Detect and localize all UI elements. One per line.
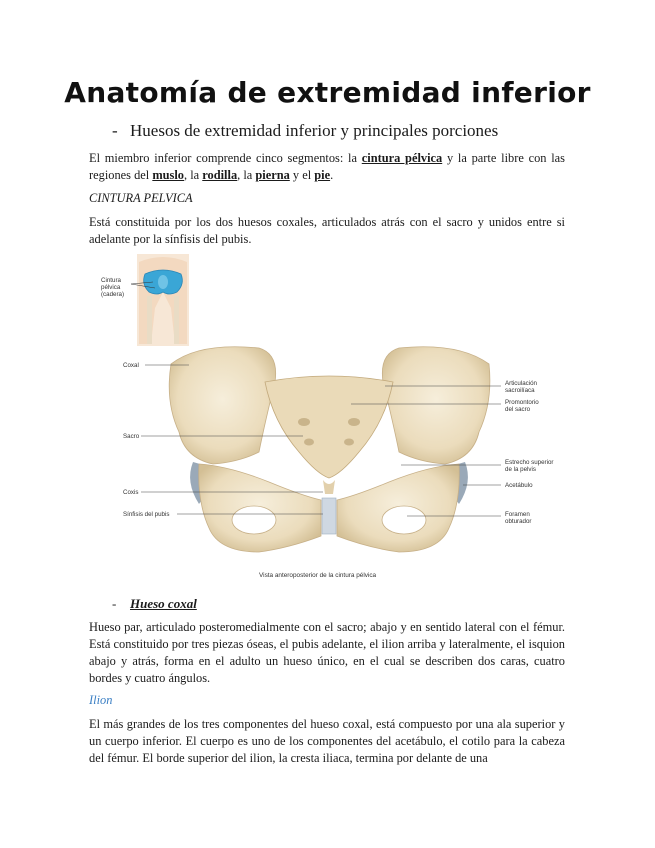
term-pie: pie [314,168,331,182]
section-label: CINTURA PELVICA [89,191,193,205]
label-coxis: Coxis [123,489,139,496]
pelvis-paragraph: Está constituida por los dos huesos coxales, articulados atrás con el sacro y unidos entre si adelante por la sínfisis del pubis. [89,215,565,246]
term-muslo: muslo [152,168,184,182]
label-sinfisis: Sínfisis del pubis [123,511,170,518]
intro-text: y el [289,168,315,182]
label-promontorio-2: del sacro [505,406,531,413]
subheading [112,120,498,142]
label-promontorio-1: Promontorio [505,399,539,406]
subheading-text: Huesos de extremidad inferior y principales porciones [130,121,499,140]
term-rodilla: rodilla [202,168,238,182]
intro-text: El miembro inferior comprende cinco segmentos: la [89,151,362,165]
term-pierna: pierna [255,168,290,182]
label-estrecho-1: Estrecho superior [505,459,554,466]
intro-text: , la [237,168,256,182]
label-articulacion-2: sacroilíaca [505,387,535,394]
hueso-coxal-heading: Hueso coxal [130,596,197,611]
ilion-heading: Ilion [89,693,113,707]
inset-label-1: Cintura [101,277,121,284]
label-estrecho-2: de la pelvis [505,466,536,473]
figure-caption: Vista anteroposterior de la cintura pélvica [259,572,377,579]
coxal-paragraph: Hueso par, articulado posteromedialmente con el sacro; abajo y en sentido lateral con el fémur. Está constituido por tres piezas óseas, el pubis adelante, el ilion arriba y lateralmente, el isquion abajo y atrás, forma en el adulto un hueso único, en el cual se describen dos caras, cuatro bordes y cuatro ángulos. [89,620,565,685]
pelvis-bones [169,347,490,552]
page-title: Anatomía de extremidad inferior [64,76,591,109]
intro-text: , la [184,168,203,182]
bullet-hueso-coxal [112,595,197,612]
label-sacro: Sacro [123,433,140,440]
bullet-dash: - [112,596,117,611]
inset-figure [131,254,189,346]
label-foramen-2: obturador [505,518,532,525]
label-articulacion-1: Articulación [505,380,537,387]
ilion-paragraph: El más grandes de los tres componentes del hueso coxal, está compuesto por una ala superior y un cuerpo inferior. El cuerpo es uno de los componentes del acetábulo, el cotilo para la cabeza del fémur. El borde superior del ilion, la cresta iliaca, termina por delante de una [89,717,565,765]
subheading-dash: - [112,121,118,140]
pelvis-illustration [89,252,565,584]
term-cintura-pelvica: cintura pélvica [361,151,443,165]
label-coxal: Coxal [123,362,139,369]
label-acetabulo: Acetábulo [505,482,533,489]
intro-paragraph [89,150,565,184]
inset-label-3: (cadera) [101,291,125,298]
inset-label-2: pélvica [101,284,121,291]
pelvis-figure [89,252,565,584]
intro-text: . [330,168,334,182]
label-foramen-1: Foramen [505,511,530,518]
intro-text: y la parte libre con las regiones del [89,151,565,182]
